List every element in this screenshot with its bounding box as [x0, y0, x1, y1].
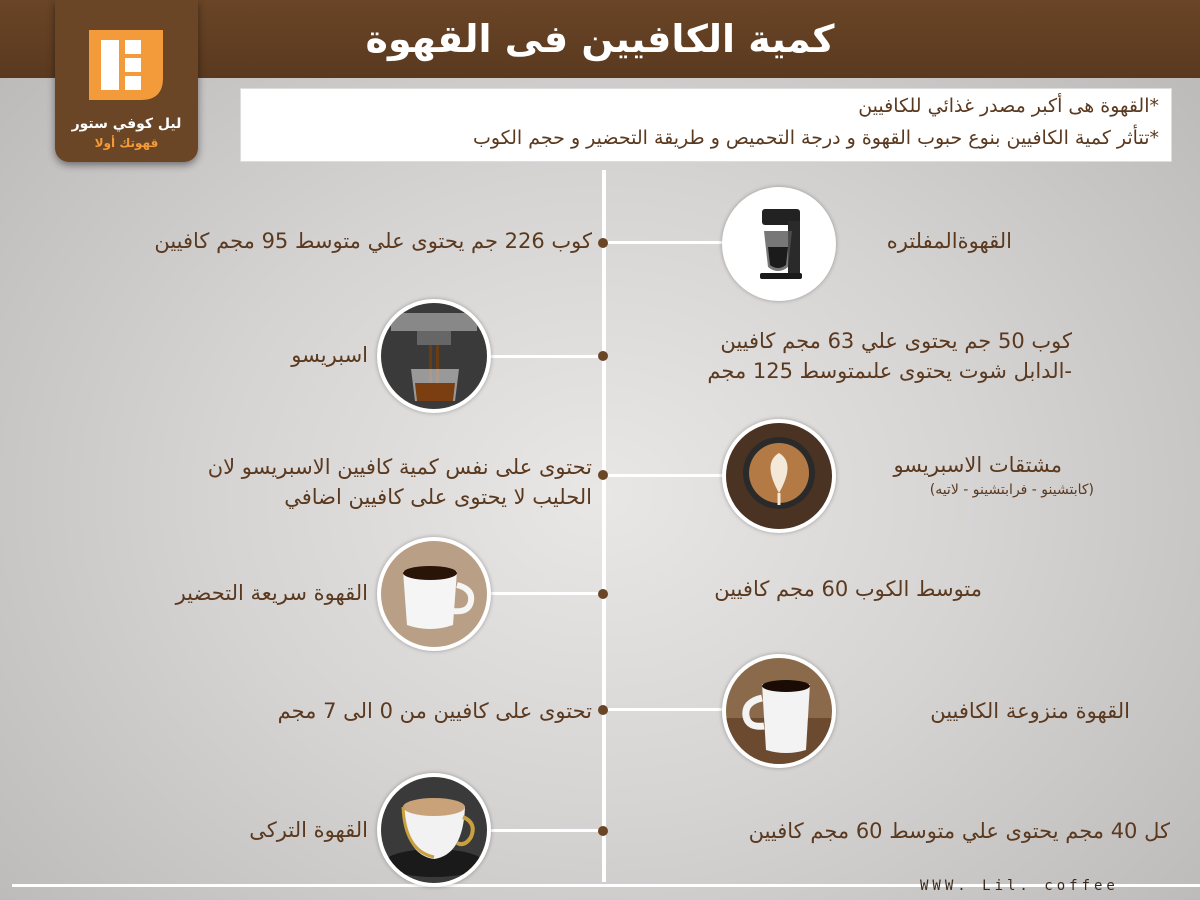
timeline-dot: [598, 470, 608, 480]
latte-art-icon: [726, 423, 832, 529]
intro-box: [240, 88, 1172, 162]
intro-line-1: *القهوة هى أكبر مصدر غذائي للكافيين: [858, 95, 1159, 117]
brand-logo: [55, 0, 198, 162]
instant-coffee-photo: [377, 537, 491, 651]
decaf-coffee-photo: [722, 654, 836, 768]
intro-line-2: *تتأثر كمية الكافيين بنوع حبوب القهوة و درجة التحميص و طريقة التحضير و حجم الكوب: [472, 127, 1159, 149]
row-2-detail-2: -الدابل شوت يحتوى علىمتوسط 125 مجم: [707, 359, 1072, 383]
row-3-detail-1: تحتوى على نفس كمية كافيين الاسبريسو لان: [207, 455, 592, 479]
turkish-coffee-cup-icon: [381, 777, 487, 883]
espresso-machine-icon: [381, 303, 487, 409]
timeline-dot: [598, 238, 608, 248]
row-4-detail: متوسط الكوب 60 مجم كافيين: [714, 577, 982, 601]
timeline-axis: [602, 170, 606, 882]
website-url[interactable]: WWW. Lil. coffee: [920, 878, 1119, 894]
instant-coffee-cup-icon: [381, 541, 487, 647]
turkish-coffee-photo: [377, 773, 491, 887]
connector-line: [604, 474, 724, 477]
logo-tagline: قهوتك أولا: [94, 136, 159, 150]
timeline-dot: [598, 826, 608, 836]
timeline-dot: [598, 705, 608, 715]
connector-line: [484, 829, 604, 832]
row-1-title: القهوةالمفلتره: [886, 229, 1012, 253]
row-3-subtitle: (كابتشينو - فرابتشينو - لاتيه): [929, 482, 1094, 498]
connector-line: [604, 241, 724, 244]
row-2-detail-1: كوب 50 جم يحتوى علي 63 مجم كافيين: [720, 329, 1072, 353]
row-5-detail: تحتوى على كافيين من 0 الى 7 مجم: [277, 699, 592, 723]
row-3-title: مشتقات الاسبريسو: [893, 453, 1062, 477]
row-3-detail-2: الحليب لا يحتوى على كافيين اضافي: [284, 485, 592, 509]
row-4-title: القهوة سريعة التحضير: [175, 581, 368, 605]
logo-name: ليل كوفي ستور: [71, 116, 182, 132]
latte-photo: [722, 419, 836, 533]
connector-line: [604, 708, 724, 711]
row-1-detail: كوب 226 جم يحتوى علي متوسط 95 مجم كافيين: [154, 229, 592, 253]
row-6-title: القهوة التركى: [249, 818, 368, 842]
timeline-dot: [598, 589, 608, 599]
connector-line: [484, 355, 604, 358]
row-2-title: اسبريسو: [291, 343, 368, 367]
coffee-maker-icon: [726, 191, 832, 297]
logo-mark-icon: [81, 18, 171, 108]
row-6-detail: كل 40 مجم يحتوى علي متوسط 60 مجم كافيين: [748, 819, 1170, 843]
connector-line: [484, 592, 604, 595]
timeline-dot: [598, 351, 608, 361]
row-5-title: القهوة منزوعة الكافيين: [930, 699, 1130, 723]
decaf-coffee-mug-icon: [726, 658, 832, 764]
coffee-maker-photo: [722, 187, 836, 301]
espresso-photo: [377, 299, 491, 413]
page-title: كمية الكافيين فى القهوة: [365, 17, 835, 61]
